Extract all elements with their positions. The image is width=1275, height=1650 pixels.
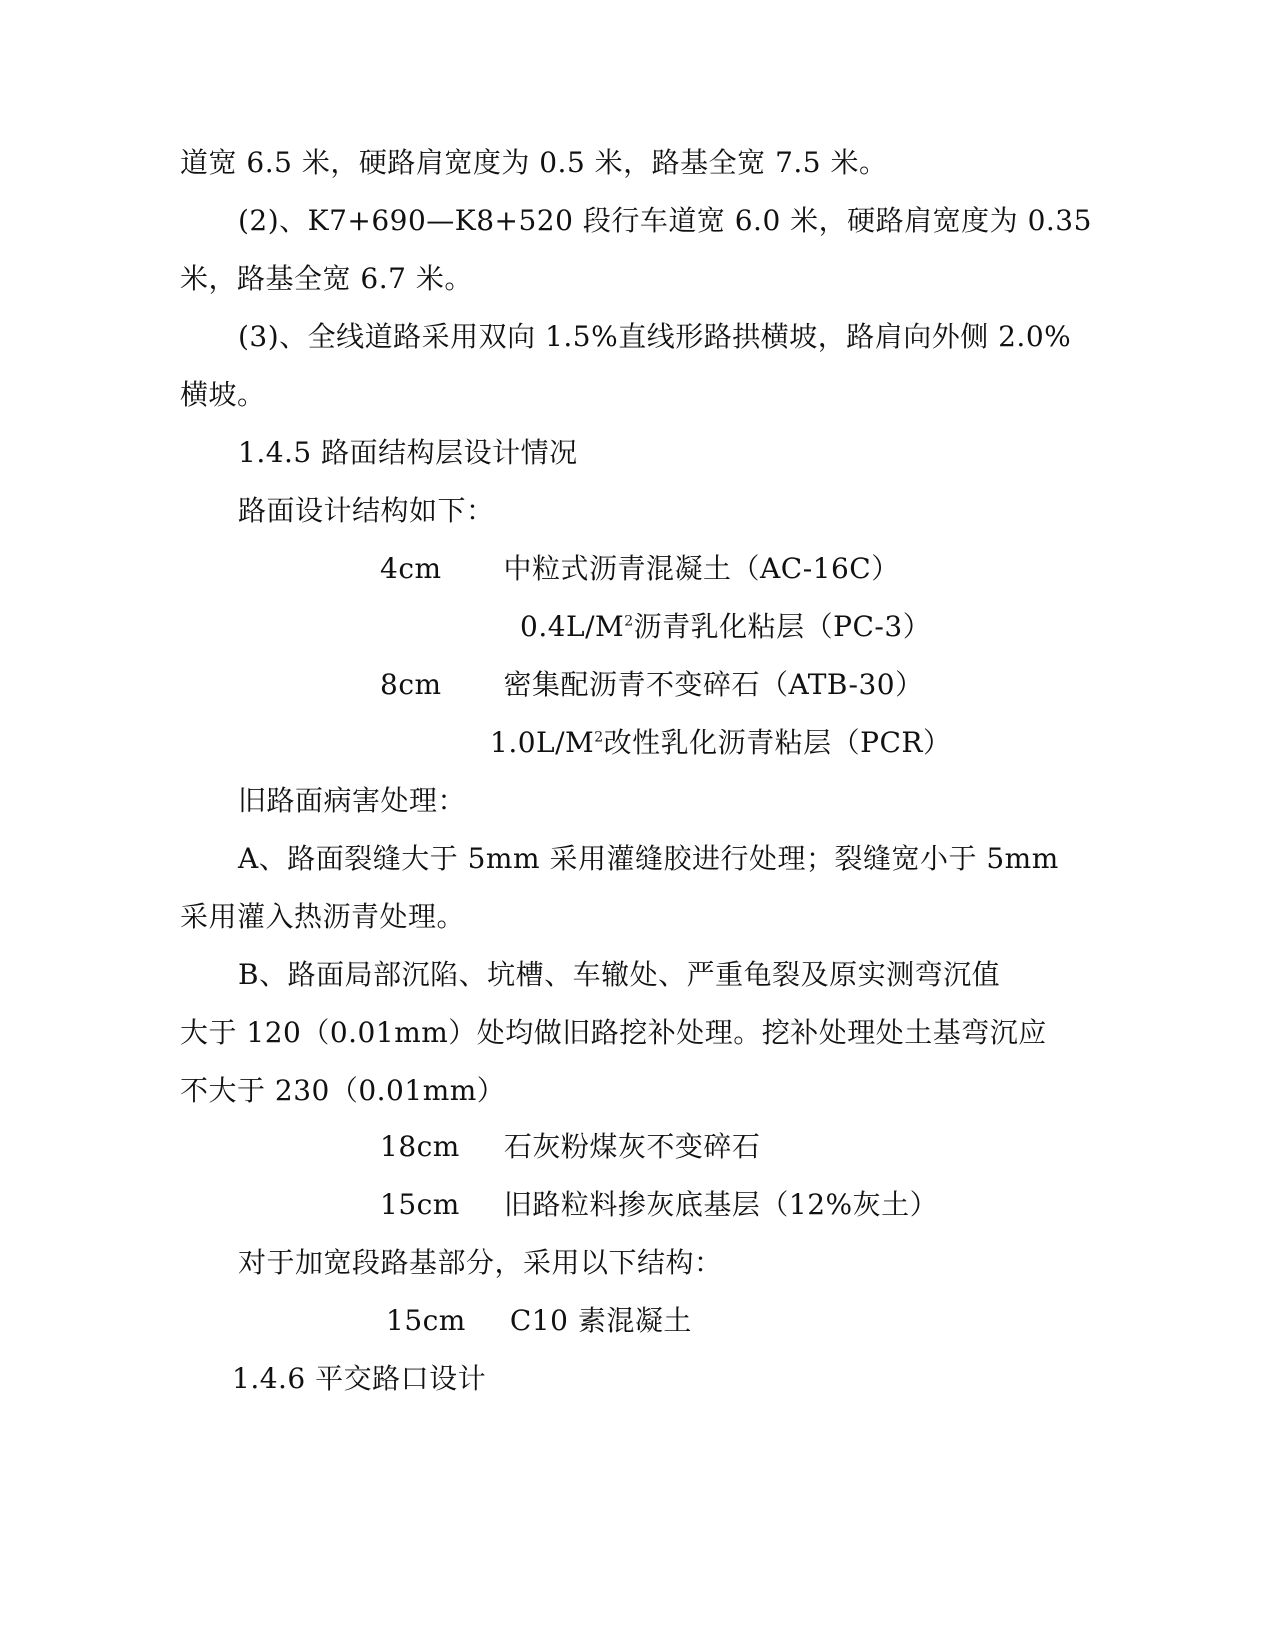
tack-coat-row-2 xyxy=(490,723,952,763)
section-heading-1-4-5: 1.4.5 路面结构层设计情况 xyxy=(238,436,578,469)
layer-material: C10 素混凝土 xyxy=(509,1304,692,1337)
paragraph-2-line-2: 米，路基全宽 6.7 米。 xyxy=(180,262,473,295)
tack-rate-superscript: 2 xyxy=(624,613,634,630)
paragraph-3-line-1: (3)、全线道路采用双向 1.5%直线形路拱横坡，路肩向外侧 2.0% xyxy=(238,320,1072,353)
layer-thickness: 8cm xyxy=(380,668,442,701)
tack-material: 沥青乳化粘层（PC-3） xyxy=(633,610,932,643)
tack-material: 改性乳化沥青粘层（PCR） xyxy=(603,726,952,759)
item-b-line-2: 大于 120（0.01mm）处均做旧路挖补处理。挖补处理处土基弯沉应 xyxy=(180,1016,1047,1049)
item-b-line-1: B、路面局部沉陷、坑槽、车辙处、严重龟裂及原实测弯沉值 xyxy=(238,958,1001,991)
section-heading-1-4-6: 1.4.6 平交路口设计 xyxy=(232,1362,487,1395)
paragraph-2-line-1: (2)、K7+690—K8+520 段行车道宽 6.0 米，硬路肩宽度为 0.35 xyxy=(238,204,1092,237)
paragraph-3-line-2: 横坡。 xyxy=(180,378,266,411)
tack-rate: 1.0L/M xyxy=(490,726,595,759)
layer-thickness: 15cm xyxy=(380,1188,460,1221)
layer-row-4 xyxy=(380,1185,938,1225)
layer-thickness: 18cm xyxy=(380,1130,460,1163)
tack-coat-row-1 xyxy=(520,607,931,647)
widening-layer-row xyxy=(386,1301,692,1341)
layer-material: 石灰粉煤灰不变碎石 xyxy=(503,1130,761,1163)
layer-row-3 xyxy=(380,1127,760,1167)
item-a-line-1: A、路面裂缝大于 5mm 采用灌缝胶进行处理；裂缝宽小于 5mm xyxy=(238,842,1059,875)
item-b-line-3: 不大于 230（0.01mm） xyxy=(180,1074,506,1107)
old-road-heading: 旧路面病害处理： xyxy=(238,784,467,817)
layer-material: 密集配沥青不变碎石（ATB-30） xyxy=(503,668,924,701)
layer-thickness: 4cm xyxy=(380,552,442,585)
layer-material: 旧路粒料掺灰底基层（12%灰土） xyxy=(503,1188,939,1221)
layer-material: 中粒式沥青混凝土（AC-16C） xyxy=(503,552,900,585)
layer-row-1 xyxy=(380,549,900,589)
widening-intro: 对于加宽段路基部分，采用以下结构： xyxy=(238,1246,723,1279)
item-a-line-2: 采用灌入热沥青处理。 xyxy=(180,900,466,933)
tack-rate-superscript: 2 xyxy=(594,729,604,746)
structure-intro: 路面设计结构如下： xyxy=(238,494,495,527)
layer-thickness: 15cm xyxy=(386,1304,466,1337)
layer-row-2 xyxy=(380,665,924,705)
tack-rate: 0.4L/M xyxy=(520,610,625,643)
paragraph-continuation: 道宽 6.5 米，硬路肩宽度为 0.5 米，路基全宽 7.5 米。 xyxy=(180,146,888,179)
